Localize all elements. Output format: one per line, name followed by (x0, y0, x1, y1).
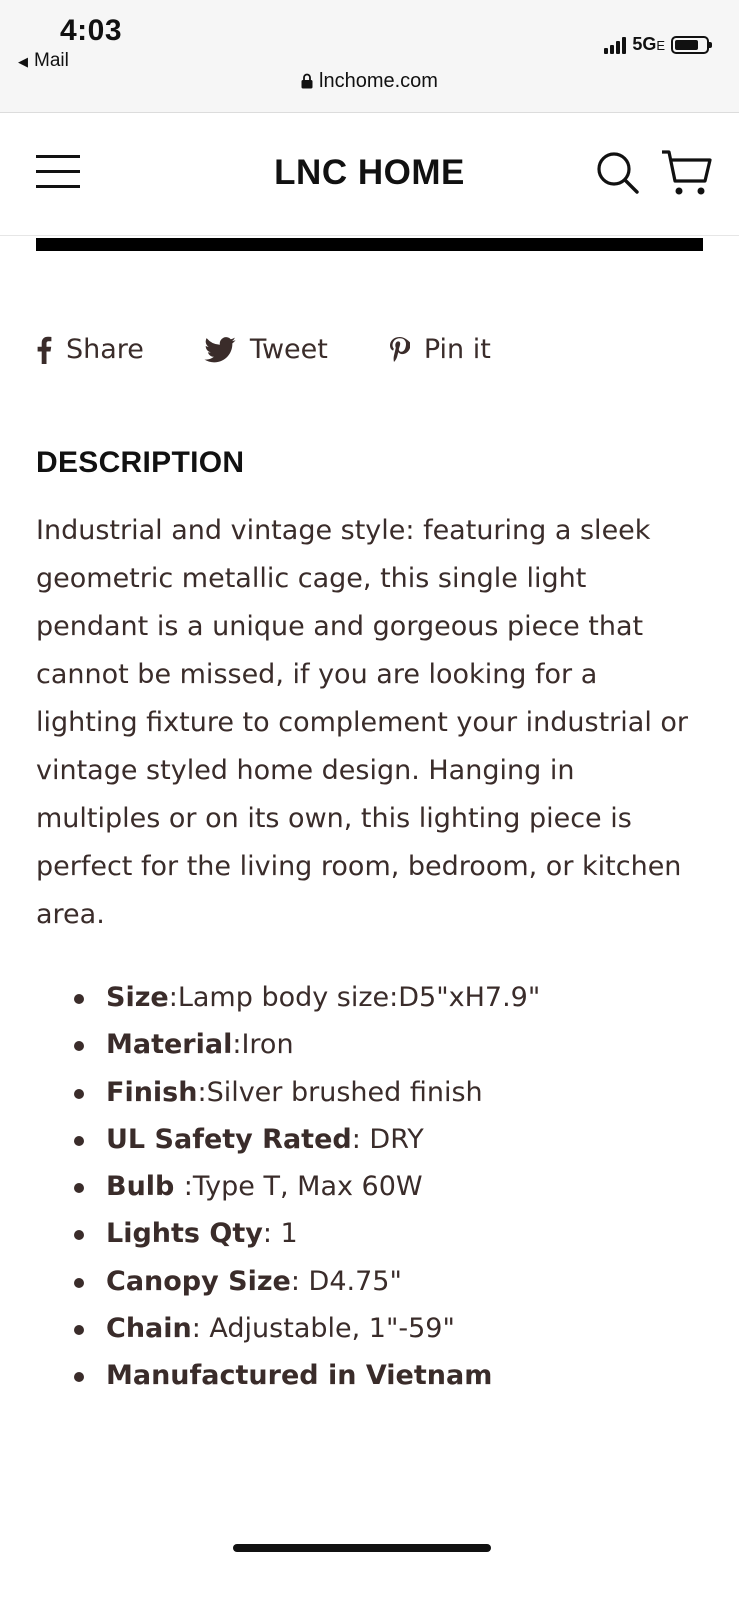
spec-value: : Adjustable, 1"-59" (191, 1313, 455, 1345)
share-twitter-button[interactable] (204, 334, 328, 365)
back-app-label: Mail (34, 50, 69, 71)
share-pinterest-label: Pin it (423, 334, 491, 365)
signal-strength-icon (604, 36, 626, 54)
spec-key: Size (106, 982, 169, 1013)
spec-item (36, 1305, 706, 1352)
share-facebook-button[interactable] (36, 334, 144, 365)
share-facebook-label: Share (66, 334, 144, 365)
spec-key: Canopy Size (106, 1265, 291, 1297)
spec-key: Finish (106, 1076, 198, 1108)
spec-value: : DRY (351, 1123, 424, 1155)
spec-value: : 1 (262, 1218, 298, 1250)
spec-item (36, 1258, 706, 1305)
spec-item (36, 1210, 706, 1257)
spec-item (36, 1352, 706, 1399)
spec-value: :Type T, Max 60W (183, 1171, 423, 1203)
share-twitter-label: Tweet (249, 334, 328, 365)
spec-value: :Silver brushed finish (197, 1076, 483, 1108)
spec-value: :Iron (232, 1029, 294, 1061)
lock-icon (301, 72, 313, 95)
site-header (0, 113, 739, 236)
search-icon[interactable] (596, 151, 640, 195)
spec-item (36, 1021, 706, 1068)
status-time: 4:03 (60, 14, 123, 47)
spec-value: : D4.75" (290, 1265, 402, 1297)
url-bar[interactable] (0, 70, 739, 95)
home-indicator[interactable] (233, 1544, 491, 1552)
back-arrow-icon: ◀ (18, 53, 28, 69)
description-heading: DESCRIPTION (36, 446, 245, 479)
spec-key: Bulb (106, 1171, 184, 1203)
share-pinterest-button[interactable] (388, 334, 491, 365)
spec-item (36, 1116, 706, 1163)
spec-item (36, 974, 706, 1021)
social-share-row (36, 334, 551, 365)
spec-key: Chain (106, 1313, 192, 1345)
site-logo[interactable]: LNC HOME (274, 153, 465, 192)
url-text: lnchome.com (319, 70, 438, 92)
facebook-icon (36, 336, 52, 364)
status-bar (0, 0, 739, 113)
description-body: Industrial and vintage style: featuring a sleek geometric metallic cage, this single light pendant is a unique and gorgeous piece that cannot be missed, if you are looking for a lighting fixture to complement your industrial or vintage styled home design. Hanging in multiples or on its own, this lighting piece is perfect for the living room, bedroom, or kitchen area. (36, 515, 689, 930)
spec-item (36, 1163, 706, 1210)
battery-icon (671, 36, 709, 54)
pinterest-icon (388, 336, 410, 364)
twitter-icon (204, 337, 236, 363)
spec-key: Manufactured in Vietnam (106, 1360, 493, 1392)
spec-key: Lights Qty (106, 1218, 263, 1250)
spec-list (36, 974, 706, 1400)
spec-key: UL Safety Rated (106, 1123, 352, 1155)
status-indicators (604, 34, 709, 55)
spec-item (36, 1069, 706, 1116)
spec-value: :Lamp body size:D5"xH7.9" (168, 982, 541, 1013)
cart-icon[interactable] (660, 149, 712, 197)
product-image-bottom-edge (36, 238, 703, 251)
network-type: 5GE (632, 34, 665, 54)
back-to-mail-button[interactable] (18, 50, 69, 72)
spec-key: Material (106, 1029, 233, 1061)
